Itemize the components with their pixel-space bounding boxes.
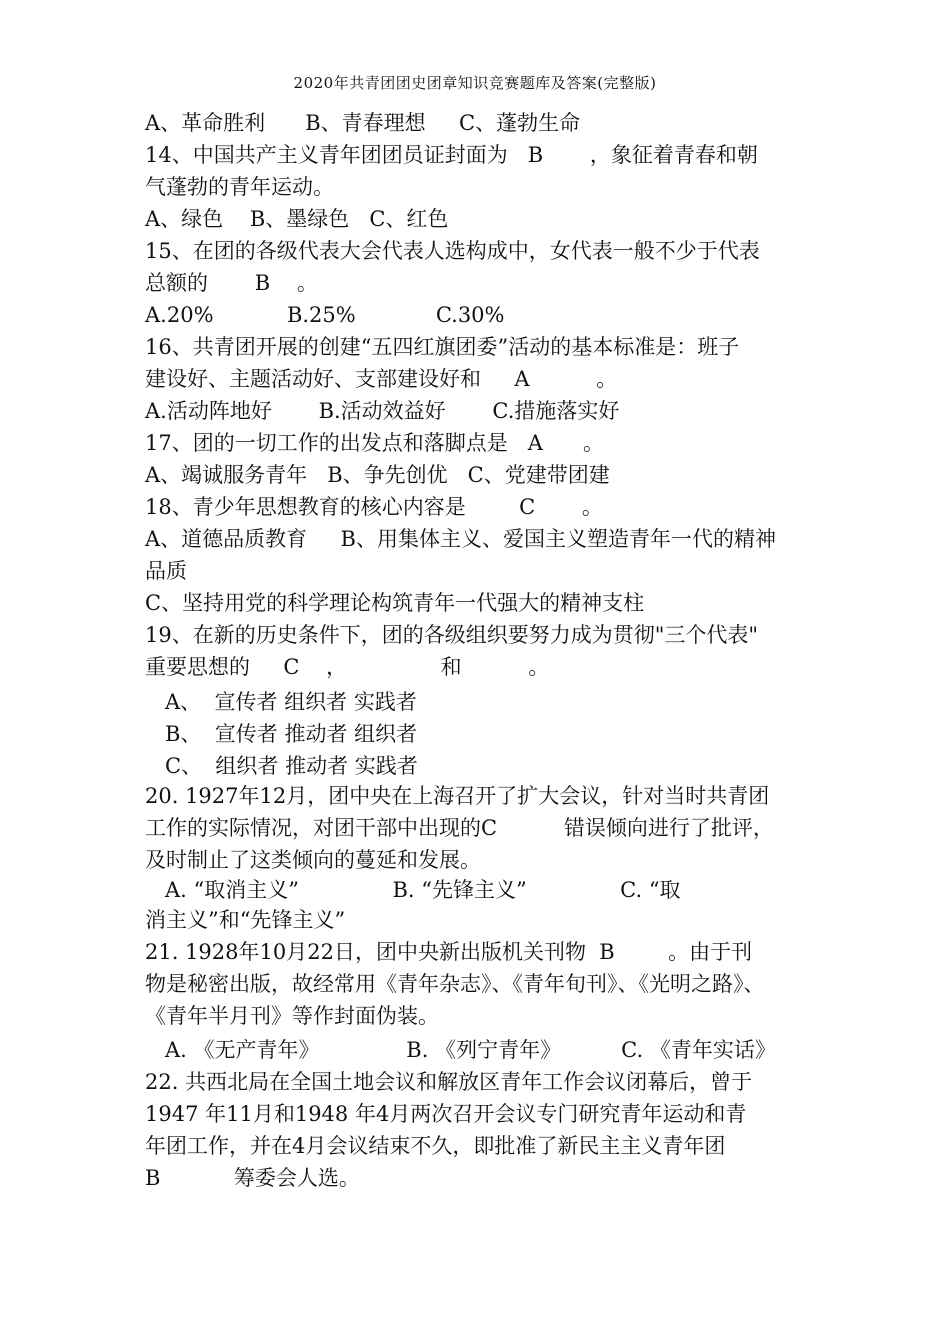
text-line: 18、青少年思想教育的核心内容是 C 。 xyxy=(145,495,603,519)
text-line: 《青年半月刊》等作封面伪装。 xyxy=(145,1004,439,1028)
text-line: 22. 共西北局在全国土地会议和解放区青年工作会议闭幕后，曾于 xyxy=(145,1070,753,1094)
text-line: 物是秘密出版，故经常用《青年杂志》、《青年旬刊》、《光明之路》、 xyxy=(145,972,765,996)
text-line: A.20% B.25% C.30% xyxy=(145,303,505,327)
text-line: 19、在新的历史条件下，团的各级组织要努力成为贯彻"三个代表" xyxy=(145,623,759,647)
text-line: A、道德品质教育 B、用集体主义、爱国主义塑造青年一代的精神 xyxy=(145,527,776,551)
text-line: 品质 xyxy=(145,559,187,583)
text-line: A.活动阵地好 B.活动效益好 C.措施落实好 xyxy=(145,399,620,423)
option-line: A. “取消主义” B. “先锋主义” C. “取 xyxy=(165,878,681,902)
text-line: C、坚持用党的科学理论构筑青年一代强大的精神支柱 xyxy=(145,591,645,615)
text-line: A、竭诚服务青年 B、争先创优 C、党建带团建 xyxy=(145,463,610,487)
text-line: 总额的 B 。 xyxy=(145,271,318,295)
text-line: 消主义”和“先锋主义” xyxy=(145,908,346,932)
text-line: 1947 年11月和1948 年4月两次召开会议专门研究青年运动和青 xyxy=(145,1102,747,1126)
text-line: 15、在团的各级代表大会代表人选构成中，女代表一般不少于代表 xyxy=(145,239,760,263)
text-line: 21. 1928年10月22日，团中央新出版机关刊物 B 。由于刊 xyxy=(145,940,753,964)
option-line: A. 《无产青年》 B. 《列宁青年》 C. 《青年实话》 xyxy=(165,1038,776,1062)
text-line: A、革命胜利 B、青春理想 C、蓬勃生命 xyxy=(145,111,581,135)
text-line: 20. 1927年12月，团中央在上海召开了扩大会议，针对当时共青团 xyxy=(145,784,770,808)
text-line: 14、中国共产主义青年团团员证封面为 B ，象征着青春和朝 xyxy=(145,143,758,167)
text-line: 重要思想的 C ， 和 。 xyxy=(145,655,550,679)
text-line: 16、共青团开展的创建“五四红旗团委”活动的基本标准是：班子 xyxy=(145,335,740,359)
text-line: 年团工作，并在4月会议结束不久，即批准了新民主主义青年团 xyxy=(145,1134,726,1158)
option-line: A、 宣传者 组织者 实践者 xyxy=(165,690,417,714)
text-line: A、绿色 B、墨绿色 C、红色 xyxy=(145,207,449,231)
text-line: 17、团的一切工作的出发点和落脚点是 A 。 xyxy=(145,431,604,455)
text-line: 及时制止了这类倾向的蔓延和发展。 xyxy=(145,848,481,872)
text-line: B 筹委会人选。 xyxy=(145,1166,360,1190)
option-line: B、 宣传者 推动者 组织者 xyxy=(165,722,418,746)
text-line: 工作的实际情况，对团干部中出现的C 错误倾向进行了批评， xyxy=(145,816,774,840)
option-line: C、 组织者 推动者 实践者 xyxy=(165,754,418,778)
page-header: 2020年共青团团史团章知识竞赛题库及答案(完整版) xyxy=(293,74,657,92)
text-line: 气蓬勃的青年运动。 xyxy=(145,175,334,199)
text-line: 建设好、主题活动好、支部建设好和 A 。 xyxy=(145,367,618,391)
